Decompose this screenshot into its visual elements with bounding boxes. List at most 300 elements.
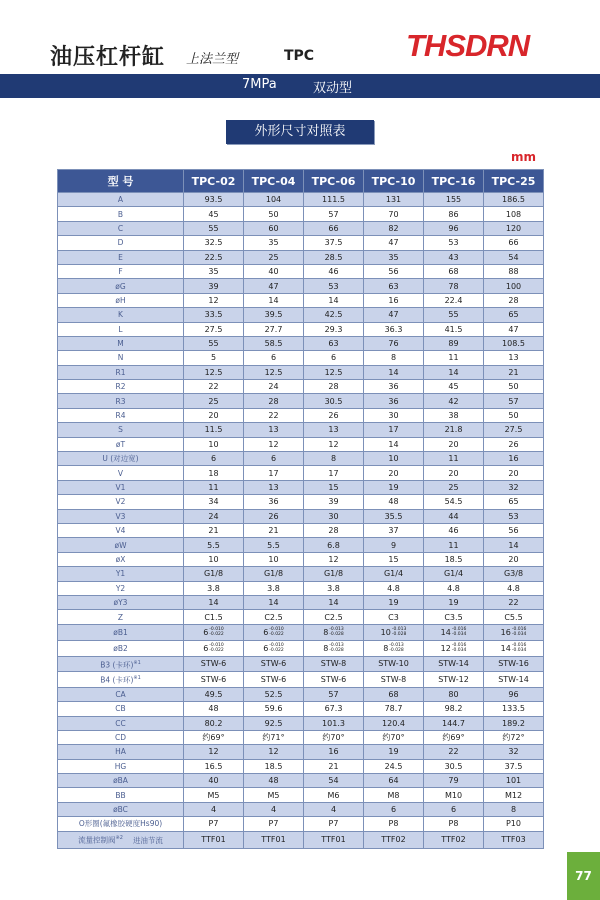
- table-cell: 32: [484, 480, 544, 494]
- column-header: TPC-04: [244, 170, 304, 193]
- page-subtitle: 上法兰型: [186, 52, 239, 67]
- table-cell: 54.5: [424, 495, 484, 509]
- table-cell: 30.5: [304, 394, 364, 408]
- table-cell: 6-0.010 -0.022: [184, 624, 244, 640]
- table-cell: 80.2: [184, 716, 244, 730]
- row-label: BB: [58, 788, 184, 802]
- table-cell: 10: [184, 437, 244, 451]
- table-cell: 28: [304, 380, 364, 394]
- row-label: D: [58, 236, 184, 250]
- table-cell: 27.7: [244, 322, 304, 336]
- table-row: [58, 365, 544, 379]
- table-cell: P10: [484, 817, 544, 831]
- table-cell: M8: [364, 788, 424, 802]
- table-cell: 43: [424, 250, 484, 264]
- table-cell: 36: [364, 380, 424, 394]
- table-row: [58, 293, 544, 307]
- table-cell: 35.5: [364, 509, 424, 523]
- row-label: V4: [58, 523, 184, 537]
- table-cell: 56: [484, 523, 544, 537]
- row-label: N: [58, 351, 184, 365]
- table-cell: 21: [184, 523, 244, 537]
- table-cell: 13: [484, 351, 544, 365]
- tolerance: -0.016 -0.034: [511, 643, 527, 654]
- table-cell: P8: [364, 817, 424, 831]
- row-label: M: [58, 336, 184, 350]
- table-row: [58, 351, 544, 365]
- table-cell: 47: [244, 279, 304, 293]
- row-label: Z: [58, 610, 184, 624]
- table-row: [58, 702, 544, 716]
- table-cell: 6-0.010 -0.022: [244, 640, 304, 656]
- table-cell: 10: [184, 552, 244, 566]
- table-cell: TTF02: [364, 831, 424, 848]
- table-cell: 16: [304, 745, 364, 759]
- table-cell: 14: [244, 293, 304, 307]
- column-header: TPC-02: [184, 170, 244, 193]
- table-cell: 70: [364, 207, 424, 221]
- table-cell: G3/8: [484, 567, 544, 581]
- table-cell: 4: [244, 802, 304, 816]
- table-cell: 55: [184, 336, 244, 350]
- table-cell: 约71°: [244, 730, 304, 744]
- table-cell: 15: [304, 480, 364, 494]
- table-cell: 3.8: [304, 581, 364, 595]
- table-cell: 22: [244, 408, 304, 422]
- table-cell: 18: [184, 466, 244, 480]
- table-cell: 8: [484, 802, 544, 816]
- row-label: HG: [58, 759, 184, 773]
- table-row: [58, 716, 544, 730]
- table-cell: 96: [484, 687, 544, 701]
- table-cell: 6-0.010 -0.022: [184, 640, 244, 656]
- table-cell: 39: [184, 279, 244, 293]
- section-title: 外形尺寸对照表: [226, 120, 374, 144]
- table-cell: 19: [364, 480, 424, 494]
- table-cell: 11: [424, 351, 484, 365]
- table-row: [58, 207, 544, 221]
- tolerance: -0.016 -0.034: [511, 627, 527, 638]
- table-cell: M10: [424, 788, 484, 802]
- column-header: TPC-16: [424, 170, 484, 193]
- table-cell: 36.3: [364, 322, 424, 336]
- table-cell: 14: [364, 437, 424, 451]
- table-cell: 39.5: [244, 308, 304, 322]
- table-cell: 8: [304, 452, 364, 466]
- table-cell: 36: [364, 394, 424, 408]
- table-row: [58, 687, 544, 701]
- table-cell: 18.5: [424, 552, 484, 566]
- table-row: [58, 466, 544, 480]
- row-label: CD: [58, 730, 184, 744]
- row-label: 流量控制阀$^{※2}$ 进油节流: [58, 831, 184, 848]
- table-cell: 6: [244, 452, 304, 466]
- table-cell: 189.2: [484, 716, 544, 730]
- table-cell: 35: [184, 264, 244, 278]
- table-cell: 4.8: [364, 581, 424, 595]
- row-label: C: [58, 221, 184, 235]
- table-cell: 5.5: [244, 538, 304, 552]
- row-label: R4: [58, 408, 184, 422]
- table-row: [58, 221, 544, 235]
- table-cell: 89: [424, 336, 484, 350]
- table-cell: 64: [364, 774, 424, 788]
- table-cell: 37.5: [304, 236, 364, 250]
- tolerance: -0.016 -0.034: [451, 627, 467, 638]
- table-cell: 49.5: [184, 687, 244, 701]
- row-label: øB1: [58, 624, 184, 640]
- column-header: 型 号: [58, 170, 184, 193]
- row-label: øX: [58, 552, 184, 566]
- table-cell: M5: [184, 788, 244, 802]
- table-cell: 12: [184, 745, 244, 759]
- table-cell: 101: [484, 774, 544, 788]
- table-cell: 101.3: [304, 716, 364, 730]
- row-label: øB2: [58, 640, 184, 656]
- row-note: ※1: [133, 659, 141, 666]
- table-cell: TTF01: [304, 831, 364, 848]
- table-cell: 26: [244, 509, 304, 523]
- table-cell: 52.5: [244, 687, 304, 701]
- table-cell: 25: [184, 394, 244, 408]
- table-cell: P8: [424, 817, 484, 831]
- table-cell: 100: [484, 279, 544, 293]
- table-cell: 133.5: [484, 702, 544, 716]
- row-label: øW: [58, 538, 184, 552]
- table-cell: 24: [244, 380, 304, 394]
- table-row: [58, 759, 544, 773]
- table-cell: 6: [244, 351, 304, 365]
- table-cell: 14: [304, 595, 364, 609]
- table-cell: 53: [424, 236, 484, 250]
- row-label: Y1: [58, 567, 184, 581]
- table-cell: 22.5: [184, 250, 244, 264]
- table-cell: 22.4: [424, 293, 484, 307]
- table-cell: M12: [484, 788, 544, 802]
- table-cell: 5.5: [184, 538, 244, 552]
- table-cell: 29.3: [304, 322, 364, 336]
- table-row: [58, 730, 544, 744]
- table-cell: 78: [424, 279, 484, 293]
- table-cell: 9: [364, 538, 424, 552]
- row-label: B3 (卡环)$^{※1}$: [58, 656, 184, 672]
- table-cell: TTF01: [244, 831, 304, 848]
- row-label: V: [58, 466, 184, 480]
- table-cell: 25: [244, 250, 304, 264]
- table-cell: 24: [184, 509, 244, 523]
- table-cell: 37.5: [484, 759, 544, 773]
- table-cell: 20: [484, 466, 544, 480]
- table-cell: 12: [244, 745, 304, 759]
- table-cell: 88: [484, 264, 544, 278]
- table-cell: 54: [304, 774, 364, 788]
- table-cell: C1.5: [184, 610, 244, 624]
- header-bar: [0, 74, 600, 98]
- table-cell: 4: [184, 802, 244, 816]
- table-cell: 12: [184, 293, 244, 307]
- table-cell: 57: [484, 394, 544, 408]
- table-cell: 26: [304, 408, 364, 422]
- table-cell: TTF01: [184, 831, 244, 848]
- table-cell: 45: [424, 380, 484, 394]
- column-header: TPC-10: [364, 170, 424, 193]
- table-cell: STW-8: [304, 656, 364, 672]
- table-cell: 104: [244, 193, 304, 207]
- table-cell: 59.6: [244, 702, 304, 716]
- table-cell: STW-6: [244, 656, 304, 672]
- table-cell: 60: [244, 221, 304, 235]
- table-cell: 47: [364, 308, 424, 322]
- table-cell: 28: [484, 293, 544, 307]
- table-cell: 5: [184, 351, 244, 365]
- table-row: [58, 595, 544, 609]
- table-cell: 30: [304, 509, 364, 523]
- table-row: [58, 380, 544, 394]
- table-row: [58, 610, 544, 624]
- table-cell: 12.5: [244, 365, 304, 379]
- table-row: [58, 745, 544, 759]
- table-cell: 68: [424, 264, 484, 278]
- table-row: [58, 336, 544, 350]
- table-row: [58, 236, 544, 250]
- tolerance: -0.016 -0.034: [451, 643, 467, 654]
- tolerance: -0.013 -0.028: [329, 627, 344, 638]
- table-cell: 14: [484, 538, 544, 552]
- table-row: [58, 523, 544, 537]
- table-cell: 11: [424, 452, 484, 466]
- table-cell: 14: [244, 595, 304, 609]
- page-number: 77: [567, 852, 600, 900]
- table-cell: C5.5: [484, 610, 544, 624]
- table-row: [58, 567, 544, 581]
- row-label: CB: [58, 702, 184, 716]
- table-cell: TTF03: [484, 831, 544, 848]
- table-cell: 约72°: [484, 730, 544, 744]
- row-label: øH: [58, 293, 184, 307]
- table-cell: 13: [244, 423, 304, 437]
- table-cell: 约69°: [424, 730, 484, 744]
- table-cell: 11: [424, 538, 484, 552]
- row-note: ※2: [115, 835, 123, 842]
- table-cell: 186.5: [484, 193, 544, 207]
- table-cell: 34: [184, 495, 244, 509]
- table-cell: 79: [424, 774, 484, 788]
- table-cell: 11.5: [184, 423, 244, 437]
- row-label: K: [58, 308, 184, 322]
- row-label: O形圈(氟橡胶硬度Hs90): [58, 817, 184, 831]
- table-cell: 86: [424, 207, 484, 221]
- table-row: [58, 495, 544, 509]
- table-row: [58, 279, 544, 293]
- table-cell: 65: [484, 495, 544, 509]
- table-cell: 27.5: [184, 322, 244, 336]
- table-cell: 40: [244, 264, 304, 278]
- table-cell: 32.5: [184, 236, 244, 250]
- table-cell: 约69°: [184, 730, 244, 744]
- table-cell: 66: [304, 221, 364, 235]
- brand-logo: THSDRN: [406, 28, 530, 63]
- table-cell: 20: [484, 552, 544, 566]
- table-cell: 108: [484, 207, 544, 221]
- table-cell: 41.5: [424, 322, 484, 336]
- table-cell: 16: [484, 452, 544, 466]
- table-cell: 22: [184, 380, 244, 394]
- table-cell: 19: [364, 745, 424, 759]
- table-cell: STW-10: [364, 656, 424, 672]
- table-row: [58, 802, 544, 816]
- table-cell: 20: [364, 466, 424, 480]
- row-label: R2: [58, 380, 184, 394]
- table-cell: 14: [424, 365, 484, 379]
- table-cell: 4: [304, 802, 364, 816]
- table-cell: 131: [364, 193, 424, 207]
- table-cell: P7: [244, 817, 304, 831]
- table-cell: 6: [424, 802, 484, 816]
- table-cell: 28.5: [304, 250, 364, 264]
- column-header: TPC-06: [304, 170, 364, 193]
- tolerance: -0.013 -0.028: [391, 627, 407, 638]
- table-cell: 24.5: [364, 759, 424, 773]
- table-cell: 55: [184, 221, 244, 235]
- table-cell: 21: [484, 365, 544, 379]
- table-cell: 8-0.013 -0.028: [304, 640, 364, 656]
- table-cell: 12.5: [304, 365, 364, 379]
- row-label: A: [58, 193, 184, 207]
- tolerance: -0.013 -0.028: [329, 643, 344, 654]
- table-cell: 35: [244, 236, 304, 250]
- table-cell: 22: [424, 745, 484, 759]
- table-cell: 57: [304, 687, 364, 701]
- table-cell: 63: [364, 279, 424, 293]
- table-cell: 67.3: [304, 702, 364, 716]
- table-cell: 78.7: [364, 702, 424, 716]
- table-cell: 17: [364, 423, 424, 437]
- table-cell: 53: [304, 279, 364, 293]
- table-cell: 4.8: [484, 581, 544, 595]
- row-label: B: [58, 207, 184, 221]
- table-cell: G1/8: [244, 567, 304, 581]
- table-cell: 108.5: [484, 336, 544, 350]
- table-cell: 3.8: [244, 581, 304, 595]
- column-header: TPC-25: [484, 170, 544, 193]
- row-label: V1: [58, 480, 184, 494]
- table-cell: 10-0.013 -0.028: [364, 624, 424, 640]
- table-cell: 28: [304, 523, 364, 537]
- table-cell: 48: [184, 702, 244, 716]
- unit-label: mm: [511, 150, 537, 164]
- table-cell: 20: [424, 437, 484, 451]
- table-cell: 82: [364, 221, 424, 235]
- table-cell: 40: [184, 774, 244, 788]
- table-cell: 28: [244, 394, 304, 408]
- table-cell: STW-16: [484, 656, 544, 672]
- table-cell: 14-0.016 -0.034: [484, 640, 544, 656]
- row-label: øBA: [58, 774, 184, 788]
- row-label: R1: [58, 365, 184, 379]
- table-row: [58, 308, 544, 322]
- table-cell: 42.5: [304, 308, 364, 322]
- table-cell: STW-6: [304, 672, 364, 688]
- table-cell: 16.5: [184, 759, 244, 773]
- table-cell: 12: [304, 552, 364, 566]
- table-cell: 21.8: [424, 423, 484, 437]
- table-cell: 6: [184, 452, 244, 466]
- table-cell: 37: [364, 523, 424, 537]
- table-cell: 47: [364, 236, 424, 250]
- table-cell: STW-6: [244, 672, 304, 688]
- table-cell: M6: [304, 788, 364, 802]
- table-cell: 10: [244, 552, 304, 566]
- table-cell: G1/8: [304, 567, 364, 581]
- table-cell: 120: [484, 221, 544, 235]
- table-cell: 约70°: [364, 730, 424, 744]
- table-cell: 6-0.010 -0.022: [244, 624, 304, 640]
- tolerance: -0.010 -0.022: [269, 627, 284, 638]
- table-cell: P7: [304, 817, 364, 831]
- table-header-row: [58, 170, 544, 193]
- table-cell: 13: [304, 423, 364, 437]
- row-label: L: [58, 322, 184, 336]
- table-cell: 10: [364, 452, 424, 466]
- table-cell: 38: [424, 408, 484, 422]
- table-cell: 26: [484, 437, 544, 451]
- table-cell: 42: [424, 394, 484, 408]
- table-cell: 58.5: [244, 336, 304, 350]
- table-cell: 155: [424, 193, 484, 207]
- table-cell: G1/4: [424, 567, 484, 581]
- table-cell: 30: [364, 408, 424, 422]
- table-row: [58, 322, 544, 336]
- model-label: TPC: [284, 48, 315, 64]
- table-cell: 96: [424, 221, 484, 235]
- row-label: E: [58, 250, 184, 264]
- table-cell: 80: [424, 687, 484, 701]
- table-cell: 48: [244, 774, 304, 788]
- row-label: B4 (卡环)$^{※1}$: [58, 672, 184, 688]
- table-cell: 120.4: [364, 716, 424, 730]
- table-cell: 16: [364, 293, 424, 307]
- table-cell: C3.5: [424, 610, 484, 624]
- table-cell: C3: [364, 610, 424, 624]
- table-cell: 57: [304, 207, 364, 221]
- row-label: øG: [58, 279, 184, 293]
- table-row: [58, 581, 544, 595]
- table-cell: 35: [364, 250, 424, 264]
- row-label-secondary: 进油节流: [132, 835, 163, 845]
- table-cell: 27.5: [484, 423, 544, 437]
- table-cell: 6: [364, 802, 424, 816]
- table-cell: 12: [244, 437, 304, 451]
- row-note: ※1: [133, 675, 141, 682]
- table-row: [58, 437, 544, 451]
- row-label: F: [58, 264, 184, 278]
- table-cell: 6: [304, 351, 364, 365]
- table-cell: 68: [364, 687, 424, 701]
- tolerance: -0.010 -0.022: [209, 643, 224, 654]
- table-cell: M5: [244, 788, 304, 802]
- row-label: S: [58, 423, 184, 437]
- table-cell: 47: [484, 322, 544, 336]
- table-row: [58, 552, 544, 566]
- table-cell: 19: [424, 595, 484, 609]
- table-cell: STW-14: [424, 656, 484, 672]
- table-cell: 25: [424, 480, 484, 494]
- row-label: V3: [58, 509, 184, 523]
- table-cell: C2.5: [304, 610, 364, 624]
- table-cell: 50: [244, 207, 304, 221]
- table-cell: 8-0.013 -0.028: [304, 624, 364, 640]
- row-label: CC: [58, 716, 184, 730]
